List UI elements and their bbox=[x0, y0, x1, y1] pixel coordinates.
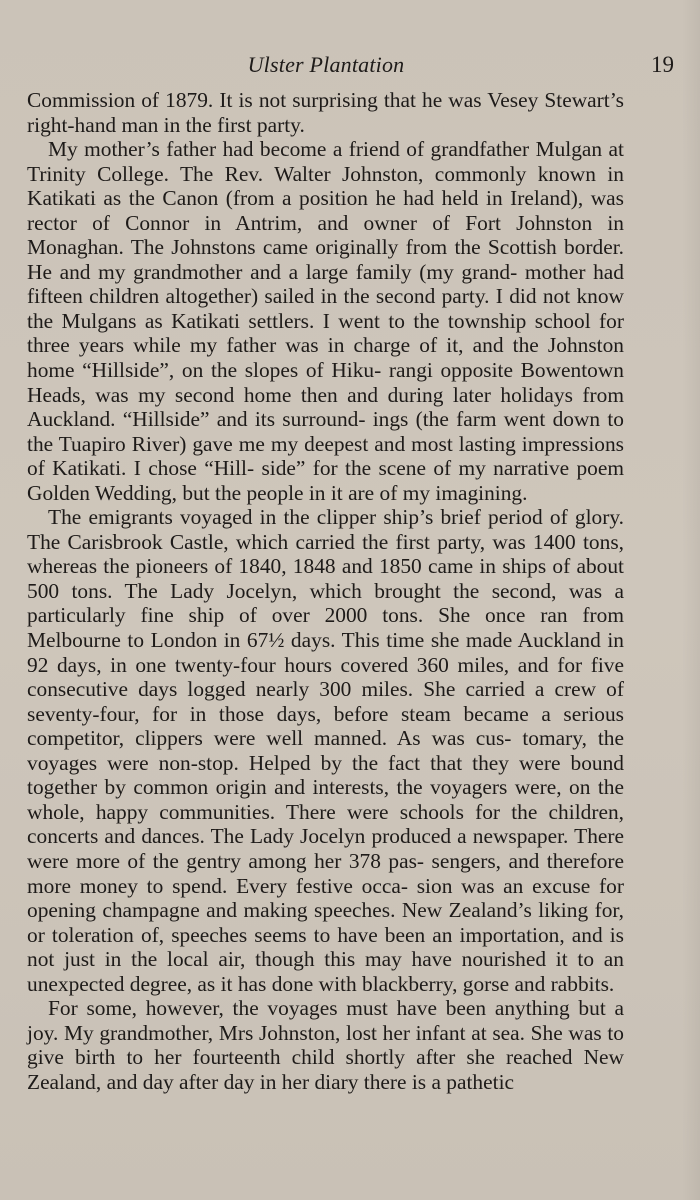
body-text bbox=[27, 88, 624, 1094]
page-header bbox=[28, 52, 674, 84]
paragraph-grandfather: My mother’s father had become a friend of grandfather Mulgan at Trinity College. The Rev. Walter Johnston, commonly known in Katikati as the Canon (from a position he had held in Ireland), was rector of Connor in Antrim, and owner of Fort Johnston in Monaghan. The Johnstons came originally from the Scottish border. He and my grandmother and a large family (my grand- mother had fifteen children altogether) sailed in the second party. I did not know the Mulgans as Katikati settlers. I went to the township school for three years while my father was in charge of it, and the Johnston home “Hillside”, on the slopes of Hiku- rangi opposite Bowentown Heads, was my second home then and during later holidays from Auckland. “Hillside” and its surround- ings (the farm went down to the Tuapiro River) gave me my deepest and most lasting impressions of Katikati. I chose “Hill- side” for the scene of my narrative poem Golden Wedding, but the people in it are of my imagining. bbox=[27, 137, 624, 505]
running-head: Ulster Plantation bbox=[247, 52, 405, 77]
paragraph-emigrants: The emigrants voyaged in the clipper ship’s brief period of glory. The Carisbrook Castle, which carried the first party, was 1400 tons, whereas the pioneers of 1840, 1848 and 1850 came in ships of about 500 tons. The Lady Jocelyn, which brought the second, was a particularly fine ship of over 2000 tons. She once ran from Melbourne to London in 67½ days. This time she made Auckland in 92 days, in one twenty-four hours covered 360 miles, and for five consecutive days logged nearly 300 miles. She carried a crew of seventy-four, for in those days, before steam became a serious competitor, clippers were well manned. As was cus- tomary, the voyages were non-stop. Helped by the fact that they were bound together by common origin and interests, the voyagers were, on the whole, happy communities. There were schools for the children, concerts and dances. The Lady Jocelyn produced a newspaper. There were more of the gentry among her 378 pas- sengers, and therefore more money to spend. Every festive occa- sion was an excuse for opening champagne and making speeches. New Zealand’s liking for, or toleration of, speeches seems to have been an importation, and is not just in the local air, though this may have nourished it to an unexpected degree, as it has done with blackberry, gorse and rabbits. bbox=[27, 505, 624, 996]
page-edge-shadow bbox=[682, 0, 700, 1200]
paragraph-continuation: Commission of 1879. It is not surprising that he was Vesey Stewart’s right-hand man in the first party. bbox=[27, 88, 624, 137]
paragraph-voyages: For some, however, the voyages must have been anything but a joy. My grandmother, Mrs Johnston, lost her infant at sea. She was to give birth to her fourteenth child shortly after she reached New Zealand, and day after day in her diary there is a pathetic bbox=[27, 996, 624, 1094]
page-number: 19 bbox=[651, 52, 674, 77]
